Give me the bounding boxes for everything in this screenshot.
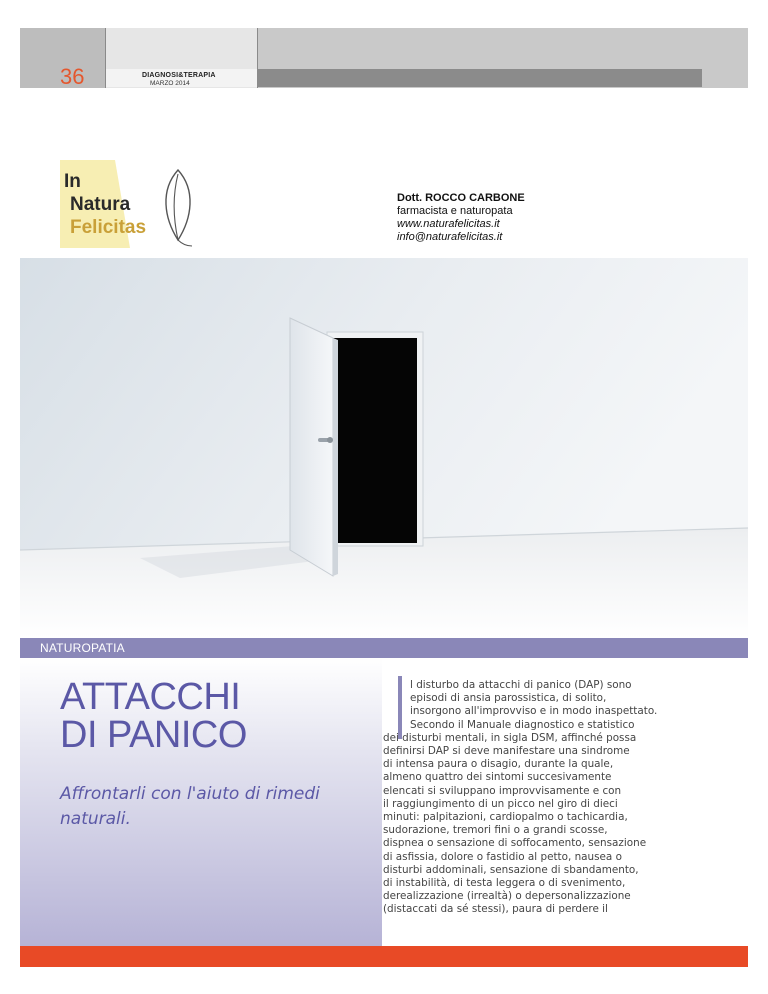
- in-natura-felicitas-logo: [60, 160, 205, 248]
- body-line: minuti: palpitazioni, cardiopalmo o tachicardia,: [383, 811, 628, 824]
- leaf-icon: [166, 170, 190, 240]
- body-line: dispnea o sensazione di soffocamento, sensazione: [383, 837, 647, 850]
- body-line: dei disturbi mentali, in sigla DSM, affinché possa: [383, 731, 637, 744]
- author-email[interactable]: info@naturafelicitas.it: [397, 231, 503, 243]
- logo-text-felicitas: Felicitas: [70, 217, 147, 238]
- author-block: [397, 192, 525, 244]
- logo-text-in: In: [64, 171, 81, 192]
- logo-text-natura: Natura: [70, 194, 131, 215]
- section-label: NATUROPATIA: [40, 641, 125, 655]
- issue-date: MARZO 2014: [150, 80, 190, 87]
- body-line: insorgono all'improvviso e in modo inaspettato.: [410, 705, 658, 718]
- body-line: il raggiungimento di un picco nel giro di dieci: [383, 797, 618, 810]
- body-line: Secondo il Manuale diagnostico e statistico: [410, 718, 635, 731]
- article-body: [383, 679, 705, 917]
- article-photo-open-door: [20, 258, 748, 638]
- author-website[interactable]: www.naturafelicitas.it: [397, 218, 500, 230]
- article-title-line2: DI PANICO: [60, 714, 247, 756]
- page-number: 36: [60, 64, 85, 89]
- door-illustration: [20, 258, 748, 638]
- author-role: farmacista e naturopata: [397, 205, 513, 217]
- body-line: episodi di ansia parossistica, di solito,: [410, 692, 607, 705]
- body-line: di asfissia, dolore o fastidio al petto, nausea o: [383, 850, 622, 863]
- body-line: sudorazione, tremori fini o a grandi scosse,: [383, 824, 608, 837]
- body-line: definirsi DAP si deve manifestare una sindrome: [383, 745, 630, 758]
- article-subtitle: Affrontarli con l'aiuto di rimedi naturali.: [60, 784, 320, 829]
- body-line: di intensa paura o disagio, durante la quale,: [383, 758, 614, 771]
- article-title-line1: ATTACCHI: [60, 676, 241, 718]
- body-line: (distaccati da sé stessi), paura di perdere il: [383, 903, 608, 916]
- magazine-name: DIAGNOSI&TERAPIA: [142, 72, 216, 79]
- body-line: l disturbo da attacchi di panico (DAP) sono: [410, 679, 632, 691]
- footer-bar: [20, 946, 748, 967]
- body-line: disturbi addominali, sensazione di sbandamento,: [383, 863, 639, 876]
- body-line: elencati si sviluppano improvvisamente e con: [383, 784, 622, 797]
- article-title: [60, 678, 247, 754]
- author-name: Dott. ROCCO CARBONE: [397, 192, 525, 204]
- body-line: derealizzazione (irrealtà) o depersonalizzazione: [383, 890, 631, 903]
- section-bar: [20, 638, 748, 658]
- body-line: almeno quattro dei sintomi succesivamente: [383, 771, 612, 784]
- body-line: di instabilità, di testa leggera o di svenimento,: [383, 877, 626, 890]
